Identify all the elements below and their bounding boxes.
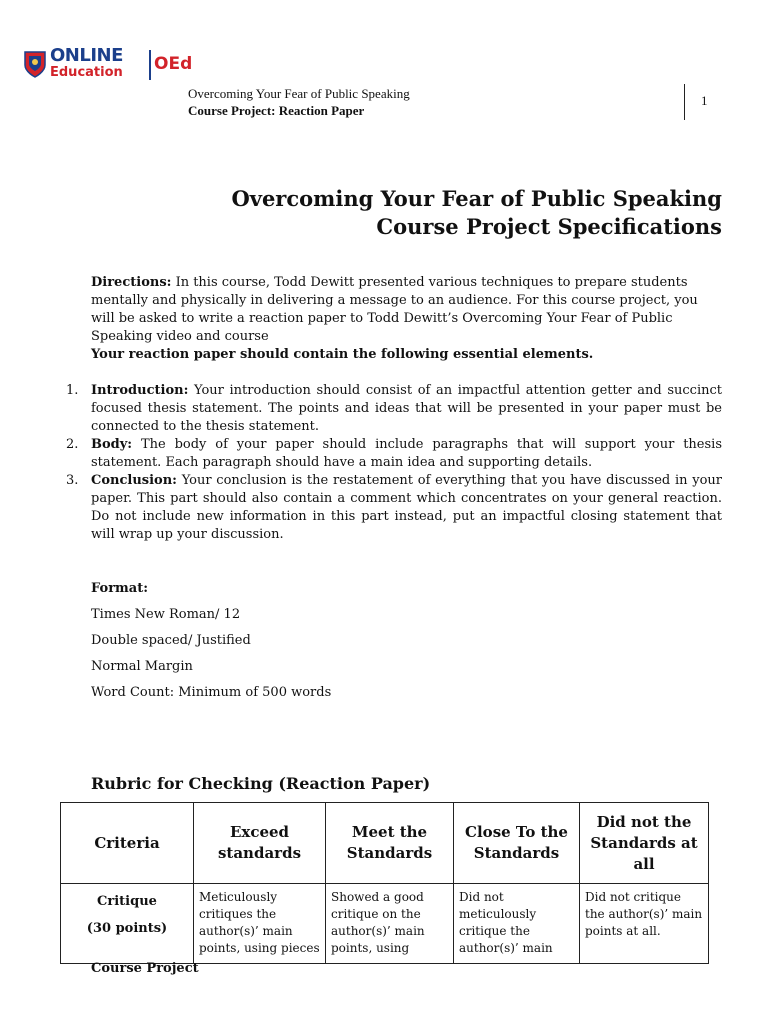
format-item: Word Count: Minimum of 500 words [91,685,332,700]
rubric-cell-close: Did not meticulously critique the author(s)’ main [454,884,580,964]
directions-paragraph [91,274,722,346]
format-item: Normal Margin [91,659,193,674]
list-item-number: 3. [66,473,79,488]
format-item: Times New Roman/ 12 [91,607,241,622]
shield-crest-icon [24,50,46,78]
list-item-label: Body: [91,437,133,452]
directions-text: In this course, Todd Dewitt presented various techniques to prepare students mentally and physically in delivering a message to an audience. For this course project, you will be asked to write a reaction paper to Todd Dewitt’s Overcoming Your Fear of Public Speaking video and course [91,275,698,344]
list-item-number: 2. [66,437,79,452]
rubric-title: Rubric for Checking (Reaction Paper) [91,774,431,793]
header-project-title: Course Project: Reaction Paper [188,103,365,118]
rubric-table [60,802,709,964]
format-item: Double spaced/ Justified [91,633,251,648]
directions-label: Directions: [91,275,172,290]
list-item-text: Your introduction should consist of an impactful attention getter and succinct focused thesis statement. The points and ideas that will be presented in your paper must be connected to the thesis statement. [91,383,722,434]
logo-online-text: ONLINE [50,45,123,66]
format-label: Format: [91,581,149,596]
header-course-title: Overcoming Your Fear of Public Speaking [188,86,410,101]
page-number: 1 [701,93,708,108]
rubric-header-criteria: Criteria [61,803,194,884]
criteria-points: (30 points) [86,921,168,936]
rubric-header-did-not: Did not the Standards at all [580,803,709,884]
rubric-cell-did-not: Did not critique the author(s)’ main points at all. [580,884,709,964]
table-row [61,884,709,964]
logo-brand-text: OEd [154,54,193,74]
document-title [231,185,722,241]
essential-elements-heading: Your reaction paper should contain the following essential elements. [91,347,594,362]
rubric-header-close: Close To the Standards [454,803,580,884]
rubric-cell-meet: Showed a good critique on the author(s)’ main points, using [326,884,454,964]
page-footer: Course Project [91,961,199,976]
list-item [66,436,722,472]
rubric-criteria-cell [61,884,194,964]
list-item-text: The body of your paper should include paragraphs that will support your thesis statement. Each paragraph should have a main idea and supporting details. [91,437,722,470]
criteria-name: Critique [97,894,157,909]
logo-education-text: Education [50,65,123,80]
list-item-number: 1. [66,383,79,398]
rubric-header-meet: Meet the Standards [326,803,454,884]
list-item-label: Conclusion: [91,473,177,488]
document-title-line2: Course Project Specifications [376,214,722,239]
rubric-cell-exceed: Meticulously critiques the author(s)’ main points, using pieces [194,884,326,964]
document-title-line1: Overcoming Your Fear of Public Speaking [231,186,722,211]
rubric-header-row [61,803,709,884]
list-item [66,472,722,544]
header-divider [684,84,685,120]
logo-divider [149,50,151,80]
online-education-logo [24,45,193,86]
list-item-text: Your conclusion is the restatement of everything that you have discussed in your paper. This part should also contain a comment which concentrates on your general reaction. Do not include new information in this part instead, put an impactful closing statement that will wrap up your discussion. [91,473,722,542]
essential-elements-list [66,382,722,544]
list-item-label: Introduction: [91,383,189,398]
list-item [66,382,722,436]
rubric-header-exceed: Exceed standards [194,803,326,884]
